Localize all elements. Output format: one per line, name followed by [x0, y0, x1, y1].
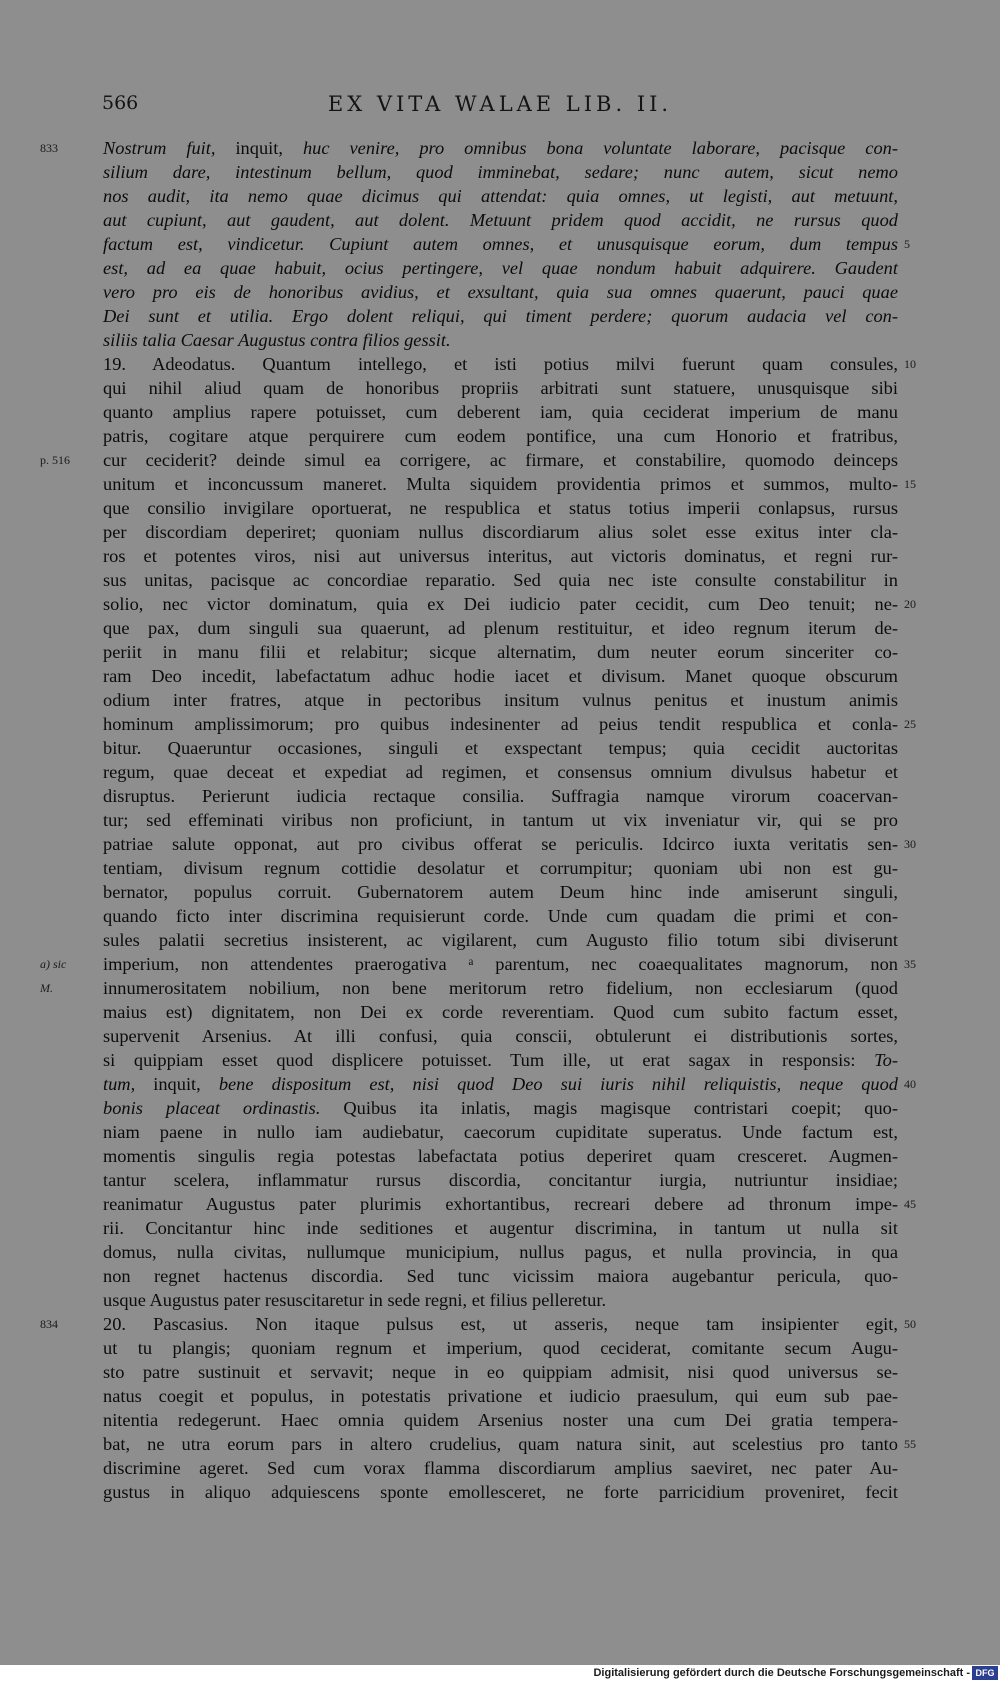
text-segment: supervenit Arsenius. At illi confusi, quia conscii, obtulerunt ei distributionis sortes,	[103, 1026, 898, 1046]
text-segment: non regnet hactenus discordia. Sed tunc vicissim maiora augebantur pericula, quo-	[103, 1266, 898, 1286]
text-line	[103, 1144, 898, 1168]
line-number: 45	[904, 1197, 916, 1211]
line-number: 50	[904, 1317, 916, 1331]
text-line	[103, 1480, 898, 1504]
text-line	[103, 1360, 898, 1384]
text-line	[103, 784, 898, 808]
text-line	[103, 1240, 898, 1264]
line-number: 55	[904, 1437, 916, 1451]
text-segment: tentiam, divisum regnum cottidie desolatur et corrumpitur; quoniam ubi non est gu-	[103, 858, 898, 878]
text-line	[103, 448, 898, 472]
text-segment: bernator, populus corruit. Gubernatorem autem Deum hinc inde amiserunt singuli,	[103, 882, 898, 902]
text-segment: ut tu plangis; quoniam regnum et imperium, quod ceciderat, comitante secum Augu-	[103, 1338, 898, 1358]
text-line	[103, 1216, 898, 1240]
text-segment: quanto amplius rapere potuisset, cum deberent iam, quia ceciderat imperium de manu	[103, 402, 898, 422]
text-line	[103, 976, 898, 1000]
text-line	[103, 1456, 898, 1480]
text-line	[103, 928, 898, 952]
line-number: 40	[904, 1077, 916, 1091]
text-segment: cur ceciderit? deinde simul ea corrigere, ac firmare, et constabilire, quomodo deinceps	[103, 450, 898, 470]
line-number: 20	[904, 597, 916, 611]
text-segment: inquit,	[135, 1074, 219, 1094]
text-segment: patriae salute opponat, aut pro civibus offerat se periculis. Idcirco iuxta veritatis sen-	[103, 834, 898, 854]
text-line	[103, 1384, 898, 1408]
text-line	[103, 592, 898, 616]
text-segment: To-	[874, 1050, 898, 1070]
text-segment: ros et potentes viros, nisi aut universus interitus, aut victoris dominatus, et regni rur-	[103, 546, 898, 566]
text-segment: bat, ne utra eorum pars in altero crudelius, quam natura sinit, aut scelestius pro tanto	[103, 1434, 898, 1454]
text-line	[103, 1096, 898, 1120]
text-segment: sules palatii secretius insisterent, ac vigilarent, cum Augusto filio totum sibi diviserunt	[103, 930, 898, 950]
digitization-credit: Digitalisierung gefördert durch die Deutsche Forschungsgemeinschaft -	[593, 1667, 970, 1679]
text-segment: nitentia redegerunt. Haec omnia quidem Arsenius noster una cum Dei gratia tempera-	[103, 1410, 898, 1430]
line-number: 25	[904, 717, 916, 731]
text-line	[103, 520, 898, 544]
text-line	[103, 280, 898, 304]
text-segment: unitum et inconcussum maneret. Multa siquidem providentia primos et summos, multo-	[103, 474, 898, 494]
line-number: 35	[904, 957, 916, 971]
text-line	[103, 1264, 898, 1288]
text-segment: 19. Adeodatus. Quantum intellego, et isti potius milvi fuerunt quam consules,	[103, 354, 898, 374]
margin-note: 834	[40, 1317, 58, 1331]
text-segment: reanimatur Augustus pater plurimis exhortantibus, recreari debere ad thronum impe-	[103, 1194, 898, 1214]
text-segment: ram Deo incedit, labefactatum adhuc hodie iacet et divisum. Manet quoque obscurum	[103, 666, 898, 686]
text-line	[103, 1048, 898, 1072]
text-line	[103, 496, 898, 520]
line-number: 10	[904, 357, 916, 371]
text-segment: Nostrum fuit,	[103, 138, 216, 158]
line-number: 30	[904, 837, 916, 851]
line-number: 15	[904, 477, 916, 491]
text-line	[103, 808, 898, 832]
text-segment: que pax, dum singuli sua quaerunt, ad plenum restituitur, et ideo regnum iterum de-	[103, 618, 898, 638]
text-segment: per discordiam deperiret; quoniam nullus discordiarum alius solet esse exitus inter cla-	[103, 522, 898, 542]
text-line	[103, 1288, 898, 1312]
text-line	[103, 400, 898, 424]
text-segment: inquit,	[215, 138, 303, 158]
text-line	[103, 1432, 898, 1456]
text-line	[103, 568, 898, 592]
text-segment: niam paene in nullo iam audiebatur, caecorum cupiditate superatus. Unde factum est,	[103, 1122, 898, 1142]
text-line	[103, 856, 898, 880]
text-line	[103, 1192, 898, 1216]
dfg-logo-icon: DFG	[972, 1666, 998, 1680]
text-line	[103, 664, 898, 688]
text-segment: siliis talia Caesar Augustus contra filios gessit.	[103, 330, 451, 350]
text-line	[103, 736, 898, 760]
text-segment: bitur. Quaeruntur occasiones, singuli et exspectant tempus; quia cecidit auctoritas	[103, 738, 898, 758]
text-segment: momentis singulis regia potestas labefactata potius deperiret quam cresceret. Augmen-	[103, 1146, 898, 1166]
text-line	[103, 1024, 898, 1048]
text-line	[103, 208, 898, 232]
text-line	[103, 472, 898, 496]
page-number: 566	[102, 92, 139, 114]
text-line	[103, 1336, 898, 1360]
text-line	[103, 712, 898, 736]
text-segment: est, ad ea quae habuit, ocius pertingere, vel quae nondum habuit adquirere. Gaudent	[103, 258, 898, 278]
text-line	[103, 688, 898, 712]
text-segment: maius est) dignitatem, non Dei ex corde reverentiam. Quod cum subito factum esset,	[103, 1002, 898, 1022]
text-segment: si quippiam esset quod displicere potuisset. Tum ille, ut erat sagax in responsis:	[103, 1050, 875, 1070]
text-segment: nos audit, ita nemo quae dicimus qui attendat: quia omnes, ut legisti, aut metuunt,	[103, 186, 898, 206]
text-line	[103, 880, 898, 904]
text-segment: periit in manu filii et relabitur; sicque alternatim, dum neuter eorum sinceriter co-	[103, 642, 898, 662]
text-segment: que consilio invigilare oportuerat, ne respublica et status totius imperii conlapsus, rursus	[103, 498, 898, 518]
body-text	[103, 136, 898, 1504]
text-segment: regum, quae deceat et expediat ad regimen, et consensus omnium divulsus habetur et	[103, 762, 898, 782]
text-segment: vero pro eis de honoribus avidius, et exsultant, quia sua omnes quaerunt, pauci quae	[103, 282, 898, 302]
text-segment: imperium, non attendentes praerogativa ᵃ parentum, nec coaequalitates magnorum, non	[103, 954, 898, 974]
text-segment: aut cupiunt, aut gaudent, aut dolent. Metuunt pridem quod accidit, ne rursus quod	[103, 210, 898, 230]
text-line	[103, 352, 898, 376]
text-line	[103, 1000, 898, 1024]
text-line	[103, 832, 898, 856]
text-line	[103, 256, 898, 280]
text-segment: disruptus. Perierunt iudicia rectaque consilia. Suffragia namque virorum coacervan-	[103, 786, 898, 806]
text-line	[103, 1120, 898, 1144]
text-line	[103, 1072, 898, 1096]
text-segment: tantur scelera, inflammatur rursus discordia, concitantur iurgia, nutriuntur insidiae;	[103, 1170, 898, 1190]
running-title: EX VITA WALAE LIB. II.	[327, 92, 673, 116]
text-segment: tur; sed effeminati viribus non proficiunt, in tantum ut vix inveniatur vir, qui se pro	[103, 810, 898, 830]
text-segment: bene dispositum est, nisi quod Deo sui iuris nihil reliquistis, neque quod	[218, 1074, 898, 1094]
text-segment: gustus in aliquo adquiescens sponte emollesceret, ne forte parricidium proveniret, fecit	[103, 1482, 898, 1502]
text-segment: huc venire, pro omnibus bona voluntate laborare, pacisque con-	[302, 138, 898, 158]
text-segment: qui nihil aliud quam de honoribus propriis arbitrati sunt statuere, unusquisque sibi	[103, 378, 898, 398]
text-segment: innumerositatem nobilium, non bene meritorum retro fidelium, non ecclesiarum (quod	[103, 978, 898, 998]
text-line	[103, 1312, 898, 1336]
margin-note: p. 516	[40, 453, 70, 467]
text-segment: bonis placeat ordinastis.	[103, 1098, 321, 1118]
text-segment: Dei sunt et utilia. Ergo dolent reliqui, qui timent perdere; quorum audacia vel con-	[103, 306, 898, 326]
text-line	[103, 160, 898, 184]
text-line	[103, 616, 898, 640]
text-line	[103, 760, 898, 784]
text-segment: Quibus ita inlatis, magis magisque contristari coepit; quo-	[320, 1098, 898, 1118]
margin-note: a) sic	[40, 957, 67, 971]
text-line	[103, 376, 898, 400]
text-segment: discrimine ageret. Sed cum vorax flamma discordiarum amplius saeviret, nec pater Au-	[103, 1458, 898, 1478]
margin-note: 833	[40, 141, 58, 155]
text-segment: rii. Concitantur hinc inde seditiones et augentur discrimina, in tantum ut nulla sit	[103, 1218, 898, 1238]
text-line	[103, 304, 898, 328]
text-line	[103, 640, 898, 664]
text-segment: solio, nec victor dominatum, quia ex Dei iudicio pater cecidit, cum Deo tenuit; ne-	[103, 594, 898, 614]
text-segment: usque Augustus pater resuscitaretur in sede regni, et filius pelleretur.	[103, 1290, 607, 1310]
text-line	[103, 1168, 898, 1192]
text-line	[103, 184, 898, 208]
text-line	[103, 904, 898, 928]
text-segment: patris, cogitare atque perquirere cum eodem pontifice, una cum Honorio et fratribus,	[103, 426, 898, 446]
text-segment: sto patre sustinuit et servavit; neque in eo quippiam admisit, nisi quod universus se-	[103, 1362, 898, 1382]
text-segment: quando ficto inter discrimina requisierunt corde. Unde cum quadam die primi et con-	[103, 906, 898, 926]
page-header	[100, 92, 900, 122]
text-segment: hominum amplissimorum; pro quibus indesinenter ad peius tendit respublica et conla-	[103, 714, 898, 734]
text-line	[103, 952, 898, 976]
text-line	[103, 232, 898, 256]
text-segment: sus unitas, pacisque ac concordiae reparatio. Sed quia nec iste consulte constabilitur in	[103, 570, 898, 590]
text-line	[103, 424, 898, 448]
text-segment: domus, nulla civitas, nullumque municipium, nullus pagus, et nulla provincia, in qua	[103, 1242, 898, 1262]
text-segment: 20. Pascasius. Non itaque pulsus est, ut asseris, neque tam insipienter egit,	[103, 1314, 898, 1334]
text-segment: tum,	[103, 1074, 136, 1094]
line-number: 5	[904, 237, 910, 251]
text-line	[103, 1408, 898, 1432]
text-segment: factum est, vindicetur. Cupiunt autem omnes, et unusquisque eorum, dum tempus	[103, 234, 898, 254]
text-segment: odium inter fratres, atque in pectoribus insitum vulnus penitus et inustum animis	[103, 690, 898, 710]
text-line	[103, 328, 898, 352]
text-segment: natus coegit et populus, in potestatis privatione et iudicio praesulum, qui eum sub pae-	[103, 1386, 898, 1406]
text-line	[103, 136, 898, 160]
text-segment: silium dare, intestinum bellum, quod imminebat, sedare; nunc autem, sicut nemo	[103, 162, 898, 182]
text-line	[103, 544, 898, 568]
margin-note: M.	[40, 981, 53, 995]
